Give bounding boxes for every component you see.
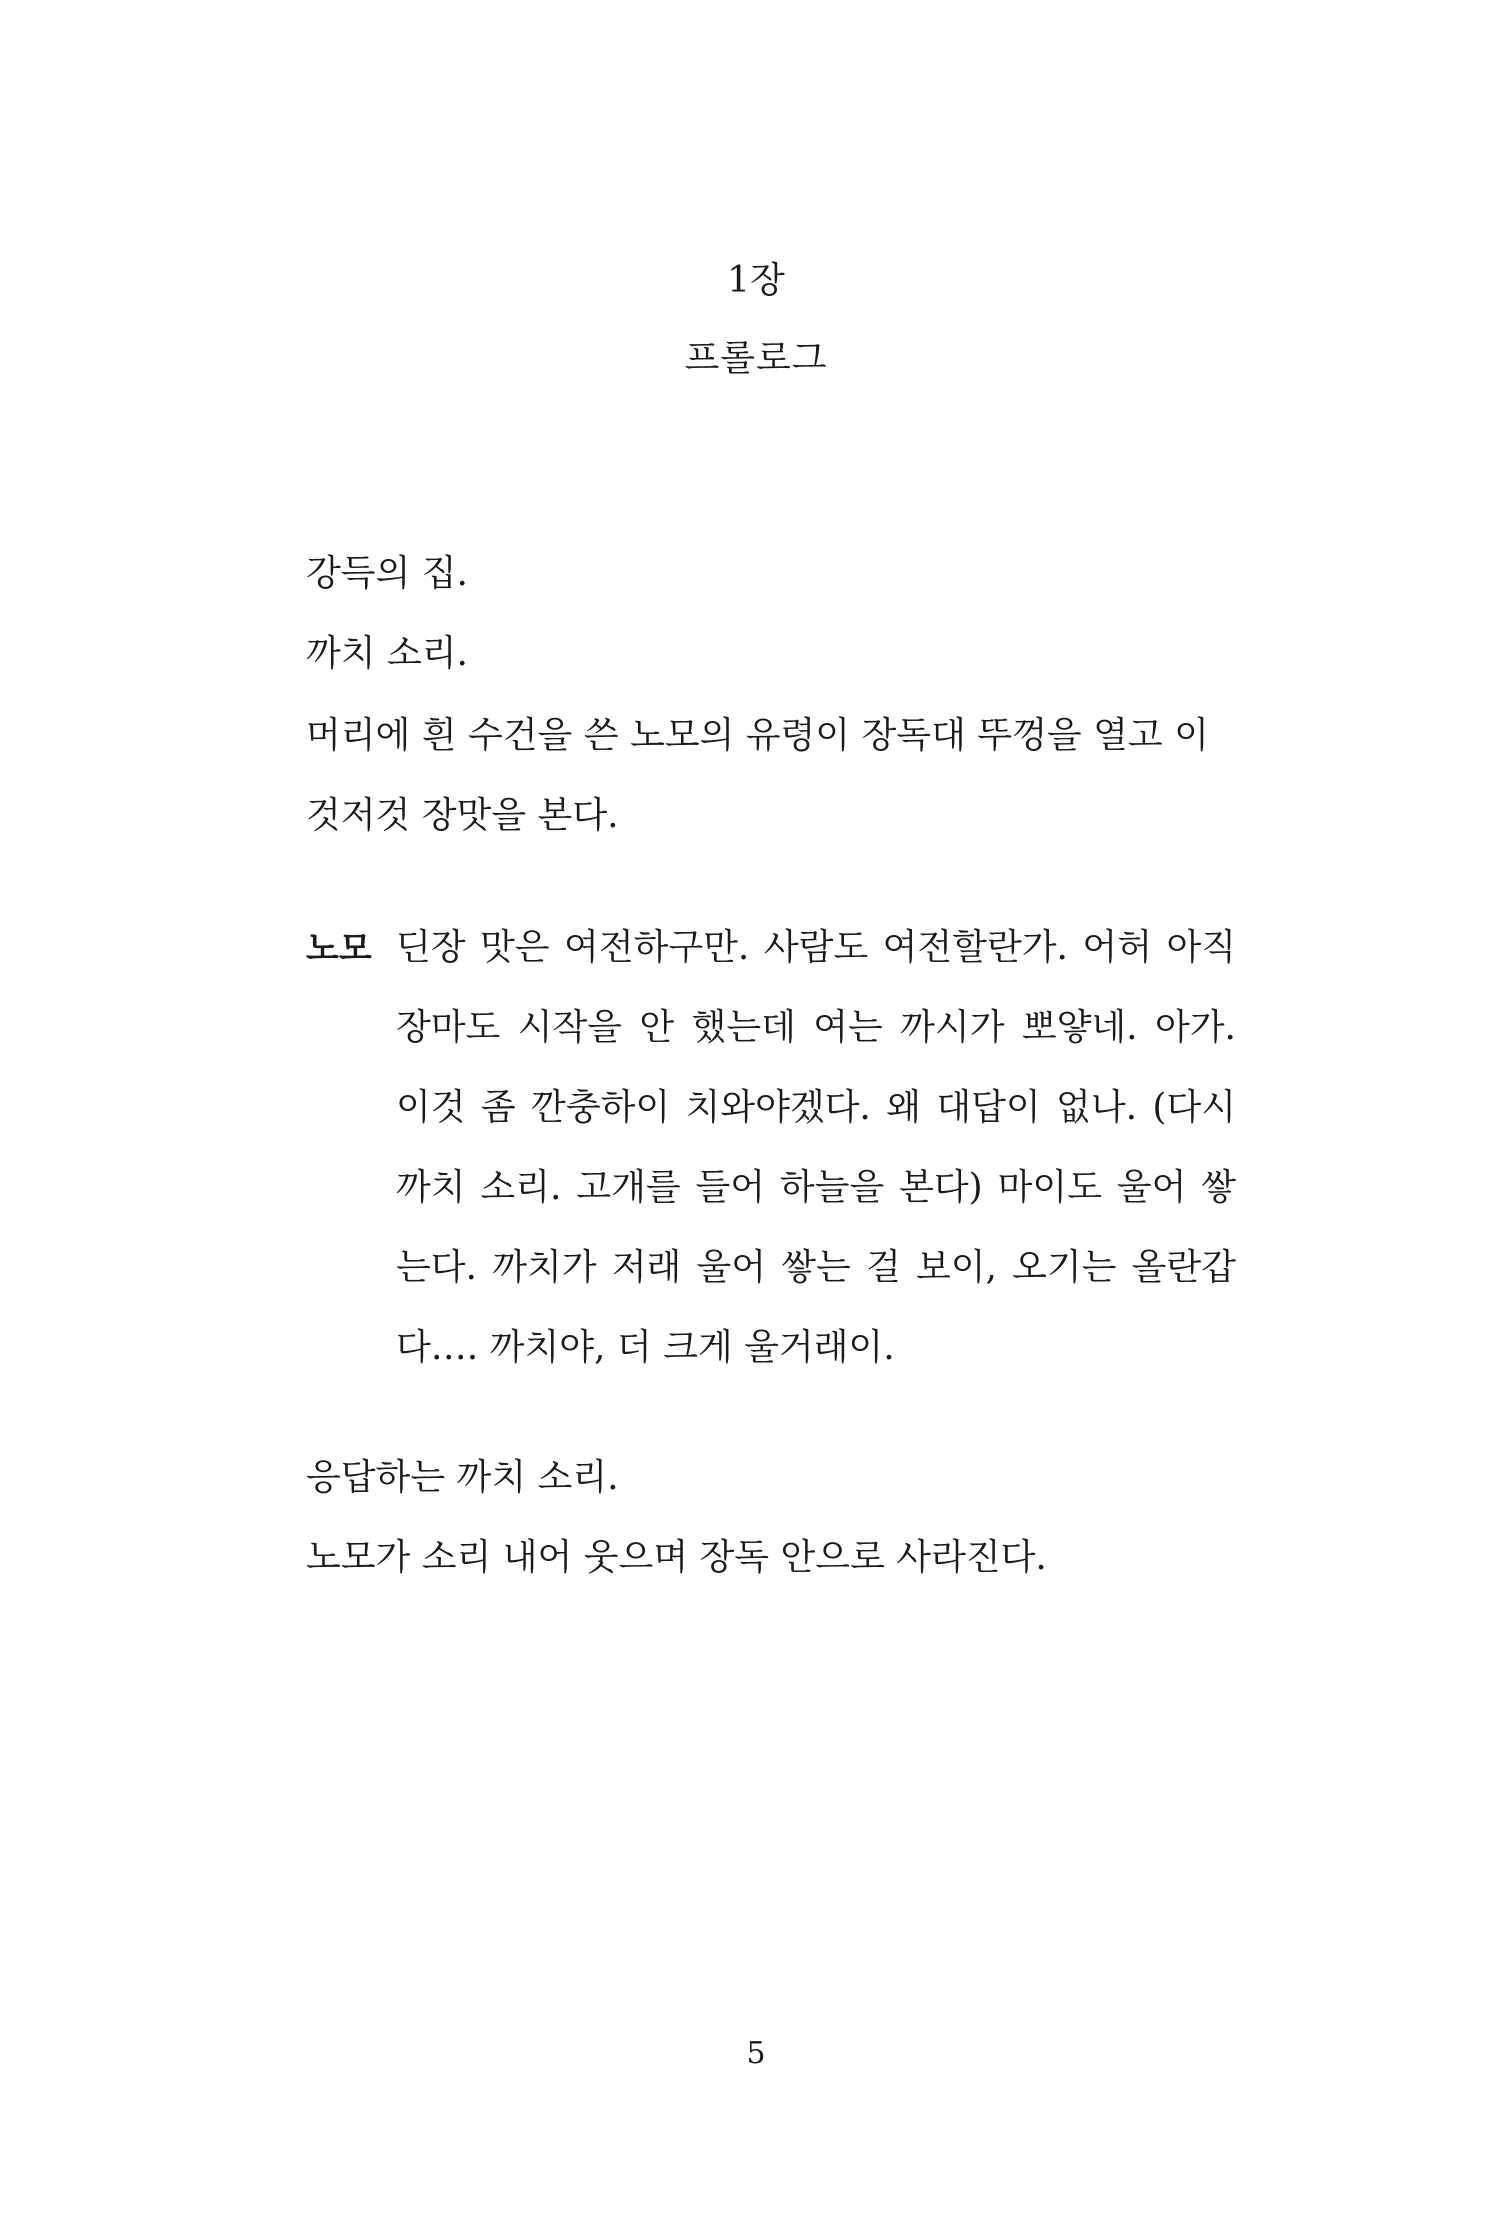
stage-direction-line: 머리에 흰 수건을 쓴 노모의 유령이 장독대 뚜껑을 열고 이 <box>306 715 1209 756</box>
dialogue-line: 는다. 까치가 저래 울어 쌓는 걸 보이, 오기는 올란갑 <box>396 1247 1236 1288</box>
chapter-title: 프롤로그 <box>684 338 828 379</box>
stage-direction-line: 것저것 장맛을 본다. <box>306 795 619 836</box>
dialogue-line: 장마도 시작을 안 했는데 여는 까시가 뽀얗네. 아가. <box>396 1007 1236 1048</box>
stage-direction-line: 노모가 소리 내어 웃으며 장독 안으로 사라진다. <box>306 1537 1047 1578</box>
dialogue-line: 이것 좀 깐충하이 치와야겠다. 왜 대답이 없나. (다시 <box>396 1087 1236 1128</box>
chapter-number: 1장 <box>727 260 785 301</box>
dialogue-line: 딘장 맛은 여전하구만. 사람도 여전할란가. 어허 아직 <box>396 927 1236 968</box>
page-number: 5 <box>746 2036 766 2071</box>
speaker-name: 노모 <box>306 929 372 969</box>
dialogue-line: 까치 소리. 고개를 들어 하늘을 본다) 마이도 울어 쌓 <box>396 1167 1236 1208</box>
stage-direction-line: 강득의 집. <box>306 553 468 594</box>
stage-direction-line: 응답하는 까치 소리. <box>306 1457 619 1498</box>
stage-direction-line: 까치 소리. <box>306 633 468 674</box>
dialogue-line: 다…. 까치야, 더 크게 울거래이. <box>396 1327 895 1368</box>
